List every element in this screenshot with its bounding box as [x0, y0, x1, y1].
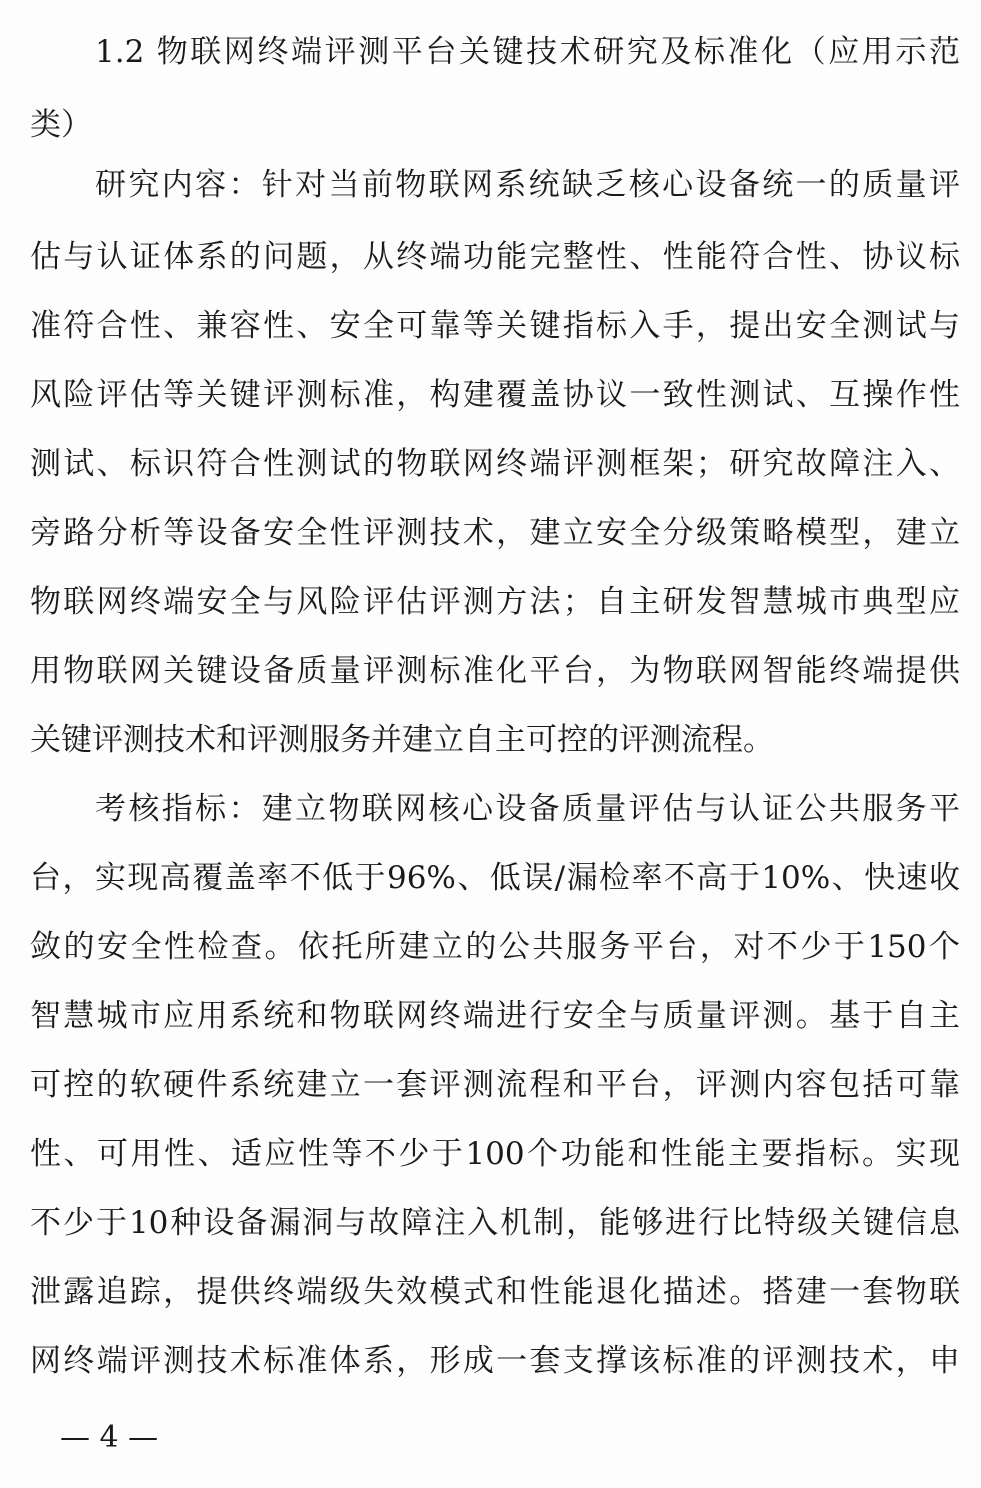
- research-content-line-8: 用物联网关键设备质量评测标准化平台，为物联网智能终端提供: [30, 653, 960, 689]
- assessment-line-1: 考核指标：建立物联网核心设备质量评估与认证公共服务平: [95, 791, 960, 827]
- research-content-line-6: 旁路分析等设备安全性评测技术，建立安全分级策略模型，建立: [30, 515, 960, 551]
- research-content-line-5: 测试、标识符合性测试的物联网终端评测框架；研究故障注入、: [30, 446, 960, 482]
- research-content-line-7: 物联网终端安全与风险评估评测方法；自主研发智慧城市典型应: [30, 584, 960, 620]
- assessment-line-3: 敛的安全性检查。依托所建立的公共服务平台，对不少于150个: [30, 929, 960, 965]
- page-number: — 4 —: [60, 1420, 159, 1455]
- research-content-line-2: 估与认证体系的问题，从终端功能完整性、性能符合性、协议标: [30, 239, 960, 275]
- research-content-line-9: 关键评测技术和评测服务并建立自主可控的评测流程。: [30, 722, 774, 758]
- research-content-line-1: 研究内容：针对当前物联网系统缺乏核心设备统一的质量评: [95, 167, 960, 203]
- assessment-line-5: 可控的软硬件系统建立一套评测流程和平台，评测内容包括可靠: [30, 1067, 960, 1103]
- assessment-line-7: 不少于10种设备漏洞与故障注入机制，能够进行比特级关键信息: [30, 1205, 960, 1241]
- research-content-line-3: 准符合性、兼容性、安全可靠等关键指标入手，提出安全测试与: [30, 308, 960, 344]
- assessment-line-2: 台，实现高覆盖率不低于96%、低误/漏检率不高于10%、快速收: [30, 860, 960, 896]
- section-heading-line-2: 类）: [30, 107, 92, 143]
- assessment-line-8: 泄露追踪，提供终端级失效模式和性能退化描述。搭建一套物联: [30, 1274, 960, 1310]
- research-content-line-4: 风险评估等关键评测标准，构建覆盖协议一致性测试、互操作性: [30, 377, 960, 413]
- assessment-line-4: 智慧城市应用系统和物联网终端进行安全与质量评测。基于自主: [30, 998, 960, 1034]
- assessment-line-9: 网终端评测技术标准体系，形成一套支撑该标准的评测技术，申: [30, 1343, 960, 1379]
- section-heading-line-1: 1.2 物联网终端评测平台关键技术研究及标准化（应用示范: [95, 34, 960, 70]
- assessment-line-6: 性、可用性、适应性等不少于100个功能和性能主要指标。实现: [30, 1136, 960, 1172]
